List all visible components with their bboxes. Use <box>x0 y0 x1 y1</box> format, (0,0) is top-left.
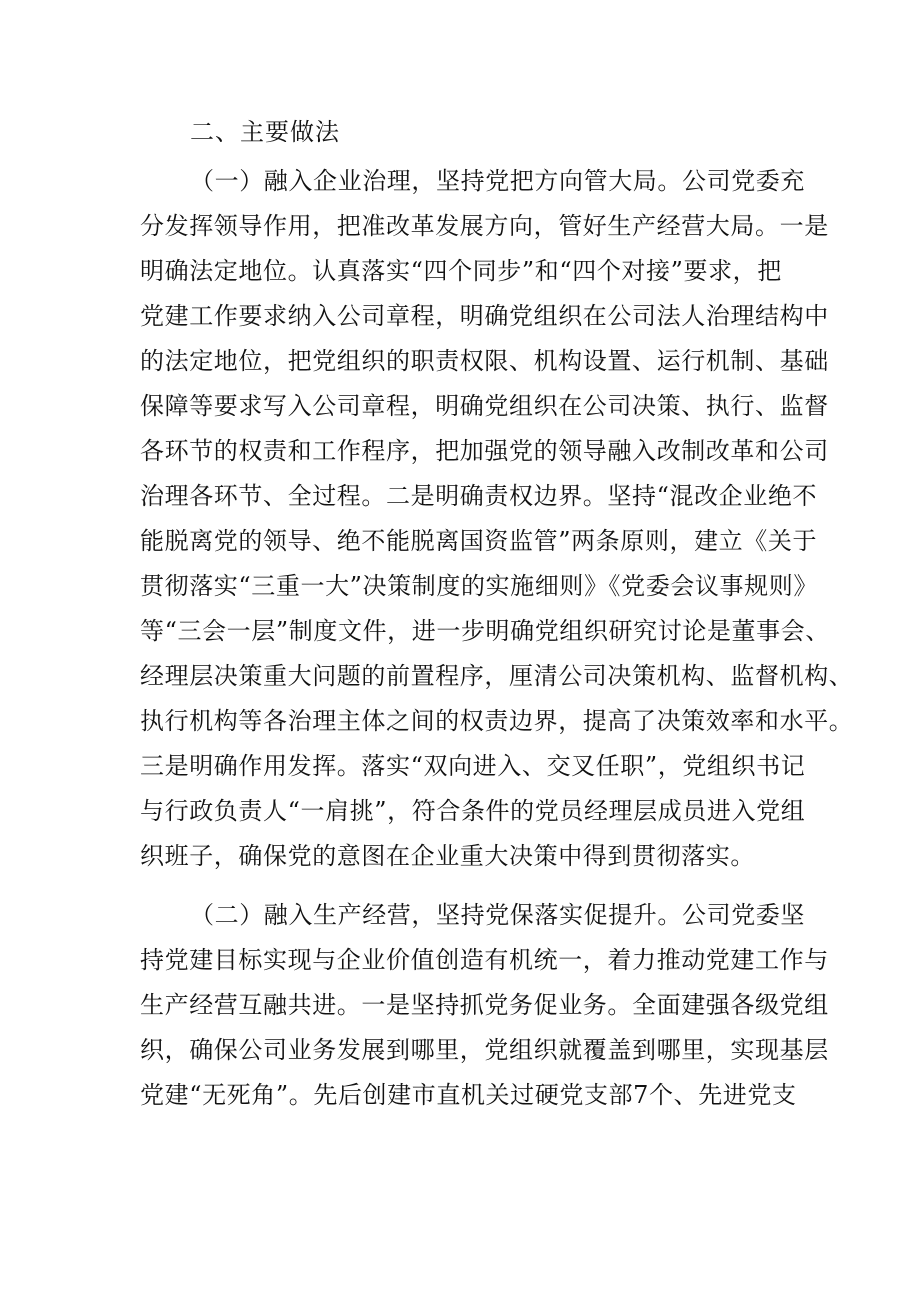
paragraph-1-line: 执行机构等各治理主体之间的权责边界，提高了决策效率和水平。 <box>140 707 854 735</box>
paragraph-1-line: 治理各环节、全过程。二是明确责权边界。坚持“混改企业绝不 <box>140 482 818 510</box>
paragraph-1-line: 经理层决策重大问题的前置程序，厘清公司决策机构、监督机构、 <box>140 662 854 690</box>
paragraph-1-line: 与行政负责人“一肩挑”，符合条件的党员经理层成员进入党组 <box>140 797 806 825</box>
paragraph-1-line: 党建工作要求纳入公司章程，明确党组织在公司法人治理结构中 <box>140 302 829 330</box>
paragraph-2-line: （二）融入生产经营，坚持党保落实促提升。公司党委坚 <box>190 901 805 929</box>
paragraph-1-line: 明确法定地位。认真落实“四个同步”和“四个对接”要求，把 <box>140 257 782 285</box>
paragraph-1-line: 的法定地位，把党组织的职责权限、机构设置、运行机制、基础 <box>140 347 829 375</box>
paragraph-2-line: 持党建目标实现与企业价值创造有机统一，着力推动党建工作与 <box>140 946 829 974</box>
paragraph-2-line: 织，确保公司业务发展到哪里，党组织就覆盖到哪里，实现基层 <box>140 1036 829 1064</box>
paragraph-1-line: 织班子，确保党的意图在企业重大决策中得到贯彻落实。 <box>140 842 755 870</box>
paragraph-1-line: 各环节的权责和工作程序，把加强党的领导融入改制改革和公司 <box>140 437 829 465</box>
paragraph-2-line: 生产经营互融共进。一是坚持抓党务促业务。全面建强各级党组 <box>140 991 829 1019</box>
section-heading: 二、主要做法 <box>190 118 340 146</box>
paragraph-1-line: 保障等要求写入公司章程，明确党组织在公司决策、执行、监督 <box>140 392 829 420</box>
paragraph-1-line: 贯彻落实“三重一大”决策制度的实施细则》《党委会议事规则》 <box>140 572 818 600</box>
paragraph-1-line: 等“三会一层”制度文件，进一步明确党组织研究讨论是董事会、 <box>140 617 830 645</box>
paragraph-2-line: 党建“无死角”。先后创建市直机关过硬党支部7个、先进党支 <box>140 1081 797 1109</box>
paragraph-1-line: （一）融入企业治理，坚持党把方向管大局。公司党委充 <box>190 167 805 195</box>
paragraph-1-line: 三是明确作用发挥。落实“双向进入、交叉任职”，党组织书记 <box>140 752 806 780</box>
paragraph-1-line: 能脱离党的领导、绝不能脱离国资监管”两条原则，建立《关于 <box>140 527 818 555</box>
paragraph-1-line: 分发挥领导作用，把准改革发展方向，管好生产经营大局。一是 <box>140 212 829 240</box>
